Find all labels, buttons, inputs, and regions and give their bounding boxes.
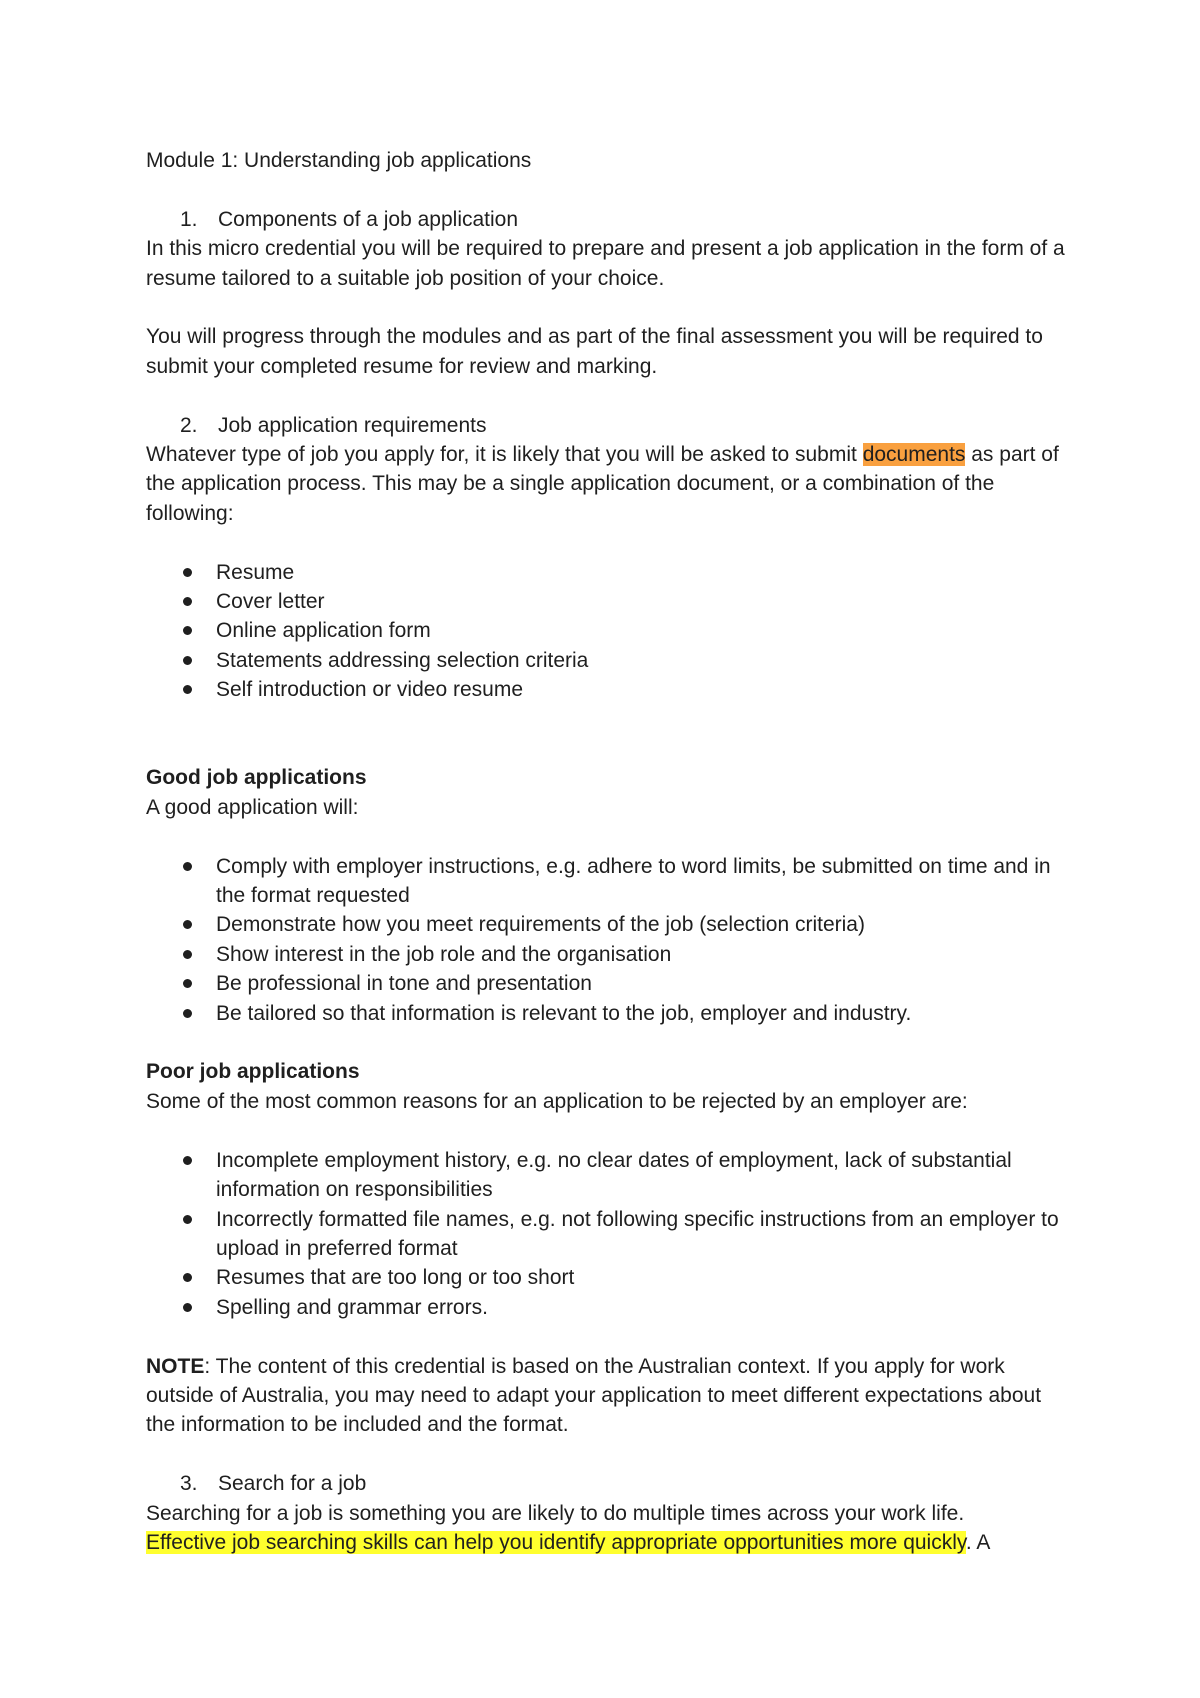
list-item: Demonstrate how you meet requirements of the job (selection criteria)	[183, 910, 1079, 939]
subheading-poor-applications: Poor job applications	[146, 1060, 360, 1084]
bullet-icon	[183, 656, 192, 665]
list-item: Resume	[183, 558, 1079, 587]
note-label: NOTE	[146, 1354, 205, 1378]
spacer	[146, 175, 1080, 204]
bullet-icon	[183, 862, 192, 871]
bullet-list	[146, 852, 1080, 1028]
bullet-icon	[183, 920, 192, 929]
list-item: Spelling and grammar errors.	[183, 1293, 1079, 1322]
list-item: Statements addressing selection criteria	[183, 646, 1079, 675]
list-item: Online application form	[183, 616, 1079, 645]
bullet-icon	[183, 1156, 192, 1165]
section-title: Components of a job application	[218, 207, 519, 231]
section-number: 2.	[180, 413, 198, 437]
paragraph: You will progress through the modules and as part of the final assessment you will be required to submit your completed resume for review and marking.	[146, 325, 1043, 378]
list-item: Resumes that are too long or too short	[183, 1263, 1079, 1292]
page-title: Module 1: Understanding job applications	[146, 149, 532, 172]
bullet-icon	[183, 1009, 192, 1018]
paragraph: Searching for a job is something you are likely to do multiple times across your work life.	[146, 1501, 965, 1525]
section-2-heading	[180, 411, 1080, 440]
bullet-icon	[183, 568, 192, 577]
bullet-list	[146, 558, 1080, 705]
note-paragraph: NOTE: The content of this credential is based on the Australian context. If you apply for work outside of Australia, you may need to adapt your application to meet different expectations about the information to be included and the format.	[146, 1354, 1042, 1437]
bullet-icon	[183, 597, 192, 606]
list-item: Incorrectly formatted file names, e.g. not following specific instructions from an employer to upload in preferred format	[183, 1205, 1079, 1264]
paragraph: Effective job searching skills can help you identify appropriate opportunities more quickly. A	[146, 1530, 991, 1554]
list-item: Self introduction or video resume	[183, 675, 1079, 704]
list-item: Show interest in the job role and the organisation	[183, 940, 1079, 969]
bullet-icon	[183, 626, 192, 635]
list-item: Comply with employer instructions, e.g. adhere to word limits, be submitted on time and in the format requested	[183, 852, 1079, 911]
bullet-icon	[183, 685, 192, 694]
bullet-list	[146, 1146, 1080, 1322]
paragraph: In this micro credential you will be required to prepare and present a job application in the form of a resume tailored to a suitable job position of your choice.	[146, 237, 1065, 290]
section-number: 3.	[180, 1472, 198, 1496]
bullet-icon	[183, 950, 192, 959]
bullet-icon	[183, 1303, 192, 1312]
bullet-icon	[183, 1215, 192, 1224]
list-item: Be professional in tone and presentation	[183, 969, 1079, 998]
paragraph: Whatever type of job you apply for, it is likely that you will be asked to submit documents as part of the application process. This may be a single application document, or a combination of the following:	[146, 443, 1059, 525]
bullet-icon	[183, 1273, 192, 1282]
bullet-icon	[183, 979, 192, 988]
paragraph: A good application will:	[146, 795, 359, 819]
section-3-heading	[180, 1469, 1080, 1498]
section-number: 1.	[180, 207, 198, 231]
list-item: Incomplete employment history, e.g. no clear dates of employment, lack of substantial information on responsibilities	[183, 1146, 1079, 1205]
section-title: Job application requirements	[218, 413, 487, 437]
list-item: Cover letter	[183, 587, 1079, 616]
section-1-heading	[180, 205, 1080, 234]
section-title: Search for a job	[218, 1472, 367, 1496]
paragraph: Some of the most common reasons for an application to be rejected by an employer are:	[146, 1089, 968, 1113]
list-item: Be tailored so that information is relevant to the job, employer and industry.	[183, 999, 1079, 1028]
highlighted-text: documents	[862, 443, 966, 467]
highlighted-text: Effective job searching skills can help you identify appropriate opportunities more quickly	[146, 1530, 966, 1554]
subheading-good-applications: Good job applications	[146, 766, 367, 790]
